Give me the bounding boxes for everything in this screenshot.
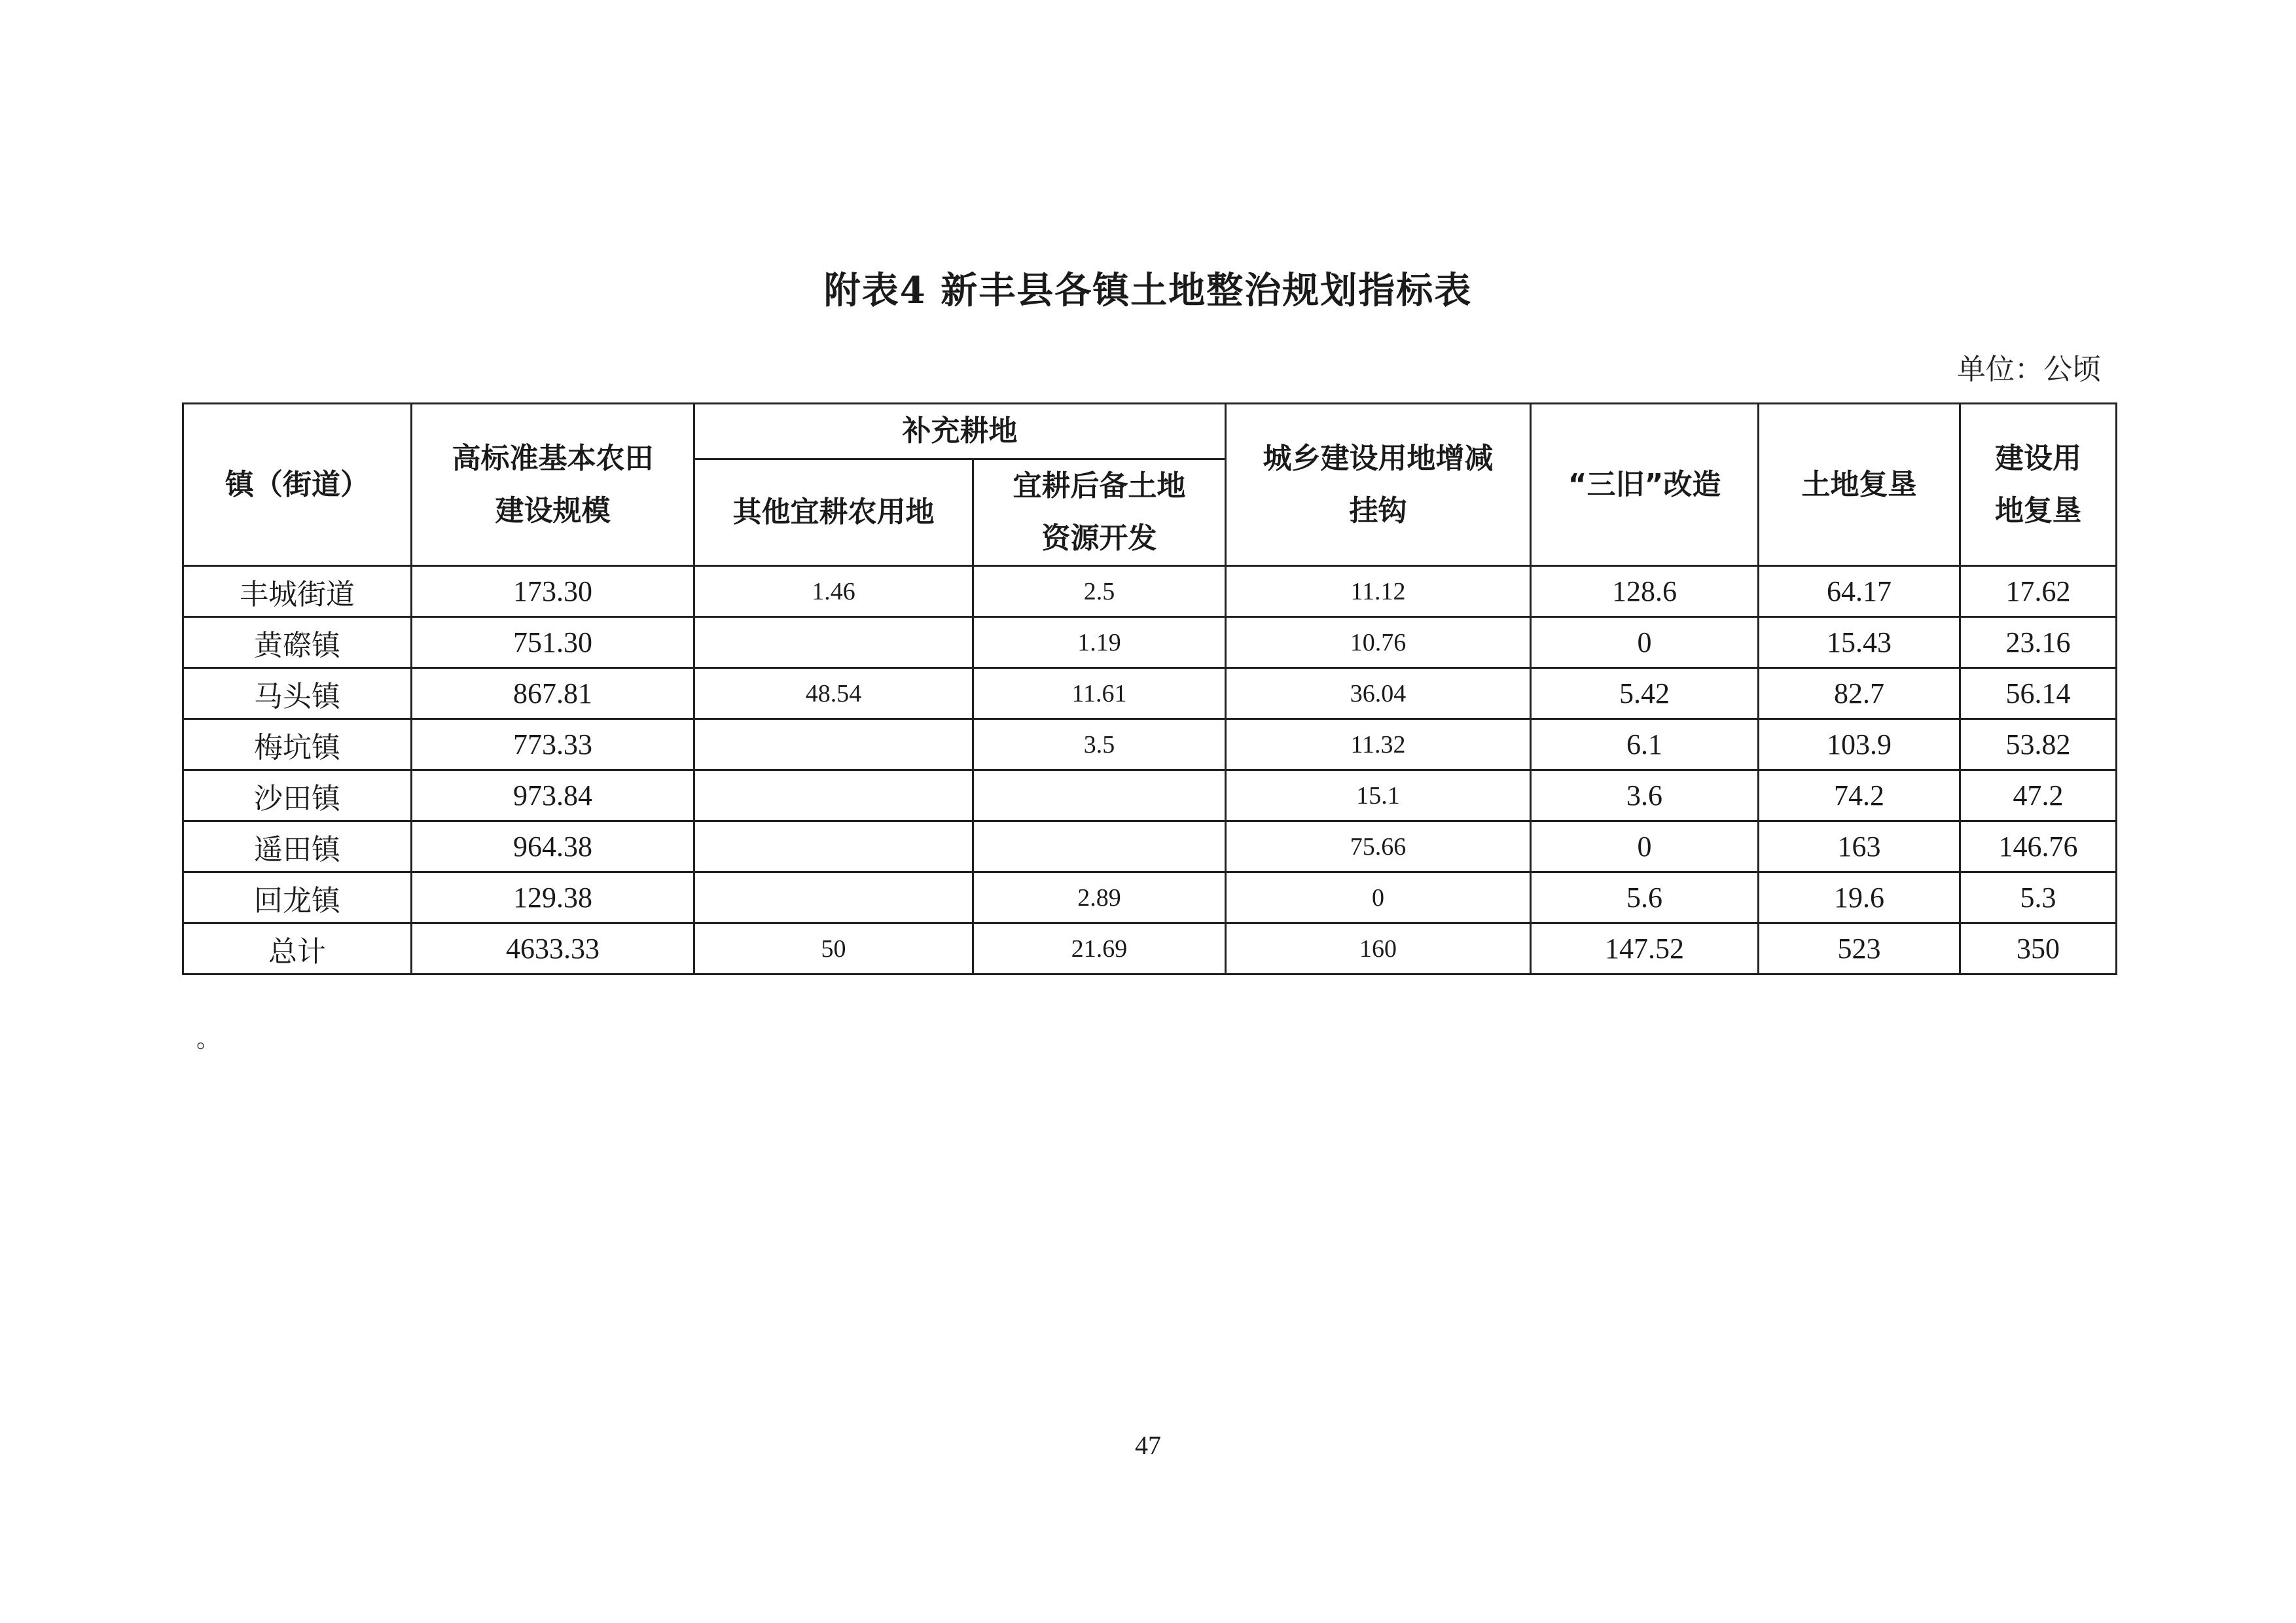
cell-town: 回龙镇 — [183, 872, 412, 923]
cell-reserve: 3.5 — [973, 719, 1226, 770]
header-other-farmland: 其他宜耕农用地 — [694, 459, 973, 566]
cell-three-old: 5.6 — [1531, 872, 1759, 923]
cell-high-std: 173.30 — [412, 566, 694, 617]
header-reserve-line1: 宜耕后备土地 — [1013, 469, 1186, 503]
cell-urban: 0 — [1226, 872, 1531, 923]
cell-reclaim: 163 — [1759, 821, 1960, 872]
cell-other: 1.46 — [694, 566, 973, 617]
cell-construction: 350 — [1960, 923, 2117, 974]
cell-urban: 11.12 — [1226, 566, 1531, 617]
cell-high-std: 129.38 — [412, 872, 694, 923]
cell-construction: 56.14 — [1960, 668, 2117, 719]
cell-other — [694, 770, 973, 821]
table-row — [183, 617, 2117, 668]
cell-urban: 11.32 — [1226, 719, 1531, 770]
cell-high-std: 867.81 — [412, 668, 694, 719]
cell-three-old: 128.6 — [1531, 566, 1759, 617]
cell-construction: 47.2 — [1960, 770, 2117, 821]
cell-reserve — [973, 770, 1226, 821]
header-construction-reclaim-line1: 建设用 — [1995, 441, 2081, 475]
cell-construction: 53.82 — [1960, 719, 2117, 770]
cell-other — [694, 872, 973, 923]
cell-high-std: 773.33 — [412, 719, 694, 770]
cell-construction: 146.76 — [1960, 821, 2117, 872]
table-row — [183, 770, 2117, 821]
header-urban-rural — [1226, 404, 1531, 566]
cell-other — [694, 821, 973, 872]
cell-town: 沙田镇 — [183, 770, 412, 821]
cell-other: 48.54 — [694, 668, 973, 719]
header-construction-reclaim — [1960, 404, 2117, 566]
cell-reserve: 2.5 — [973, 566, 1226, 617]
cell-reserve: 2.89 — [973, 872, 1226, 923]
cell-town: 总计 — [183, 923, 412, 974]
cell-reclaim: 82.7 — [1759, 668, 1960, 719]
header-reclaim: 土地复垦 — [1759, 404, 1960, 566]
table-row — [183, 719, 2117, 770]
header-urban-rural-line1: 城乡建设用地增减 — [1263, 441, 1494, 475]
cell-town: 丰城街道 — [183, 566, 412, 617]
cell-high-std: 964.38 — [412, 821, 694, 872]
cell-three-old: 0 — [1531, 821, 1759, 872]
page-number: 47 — [1135, 1431, 1161, 1460]
cell-reclaim: 19.6 — [1759, 872, 1960, 923]
cell-three-old: 6.1 — [1531, 719, 1759, 770]
header-three-old: “三旧”改造 — [1531, 404, 1759, 566]
cell-town: 黄磜镇 — [183, 617, 412, 668]
cell-three-old: 0 — [1531, 617, 1759, 668]
cell-reclaim: 15.43 — [1759, 617, 1960, 668]
footnote-mark: 。 — [196, 1026, 221, 1053]
cell-reserve: 1.19 — [973, 617, 1226, 668]
cell-urban: 36.04 — [1226, 668, 1531, 719]
cell-high-std: 751.30 — [412, 617, 694, 668]
cell-urban: 75.66 — [1226, 821, 1531, 872]
header-reserve-line2: 资源开发 — [1041, 522, 1157, 555]
cell-high-std: 973.84 — [412, 770, 694, 821]
cell-construction: 5.3 — [1960, 872, 2117, 923]
cell-urban: 10.76 — [1226, 617, 1531, 668]
cell-three-old: 147.52 — [1531, 923, 1759, 974]
header-construction-reclaim-line2: 地复垦 — [1995, 493, 2081, 527]
header-high-standard — [412, 404, 694, 566]
table-row — [183, 872, 2117, 923]
cell-three-old: 5.42 — [1531, 668, 1759, 719]
cell-high-std: 4633.33 — [412, 923, 694, 974]
cell-construction: 17.62 — [1960, 566, 2117, 617]
cell-town: 遥田镇 — [183, 821, 412, 872]
unit-label: 单位：公顷 — [1957, 353, 2101, 386]
cell-other: 50 — [694, 923, 973, 974]
header-town: 镇（街道） — [183, 404, 412, 566]
cell-urban: 160 — [1226, 923, 1531, 974]
cell-town: 马头镇 — [183, 668, 412, 719]
header-supplement: 补充耕地 — [694, 404, 1226, 459]
table-row — [183, 566, 2117, 617]
cell-reclaim: 74.2 — [1759, 770, 1960, 821]
header-high-standard-line1: 高标准基本农田 — [452, 441, 654, 475]
total-row — [183, 923, 2117, 974]
cell-reclaim: 103.9 — [1759, 719, 1960, 770]
header-urban-rural-line2: 挂钩 — [1349, 493, 1407, 527]
cell-town: 梅坑镇 — [183, 719, 412, 770]
cell-other — [694, 719, 973, 770]
cell-reclaim: 64.17 — [1759, 566, 1960, 617]
cell-reclaim: 523 — [1759, 923, 1960, 974]
table-row — [183, 821, 2117, 872]
land-consolidation-table — [182, 402, 2117, 975]
cell-urban: 15.1 — [1226, 770, 1531, 821]
cell-three-old: 3.6 — [1531, 770, 1759, 821]
cell-reserve: 21.69 — [973, 923, 1226, 974]
table-row — [183, 668, 2117, 719]
cell-reserve — [973, 821, 1226, 872]
cell-construction: 23.16 — [1960, 617, 2117, 668]
table-title: 附表4 新丰县各镇土地整治规划指标表 — [823, 269, 1473, 312]
header-reserve — [973, 459, 1226, 566]
cell-reserve: 11.61 — [973, 668, 1226, 719]
cell-other — [694, 617, 973, 668]
header-high-standard-line2: 建设规模 — [495, 493, 611, 527]
